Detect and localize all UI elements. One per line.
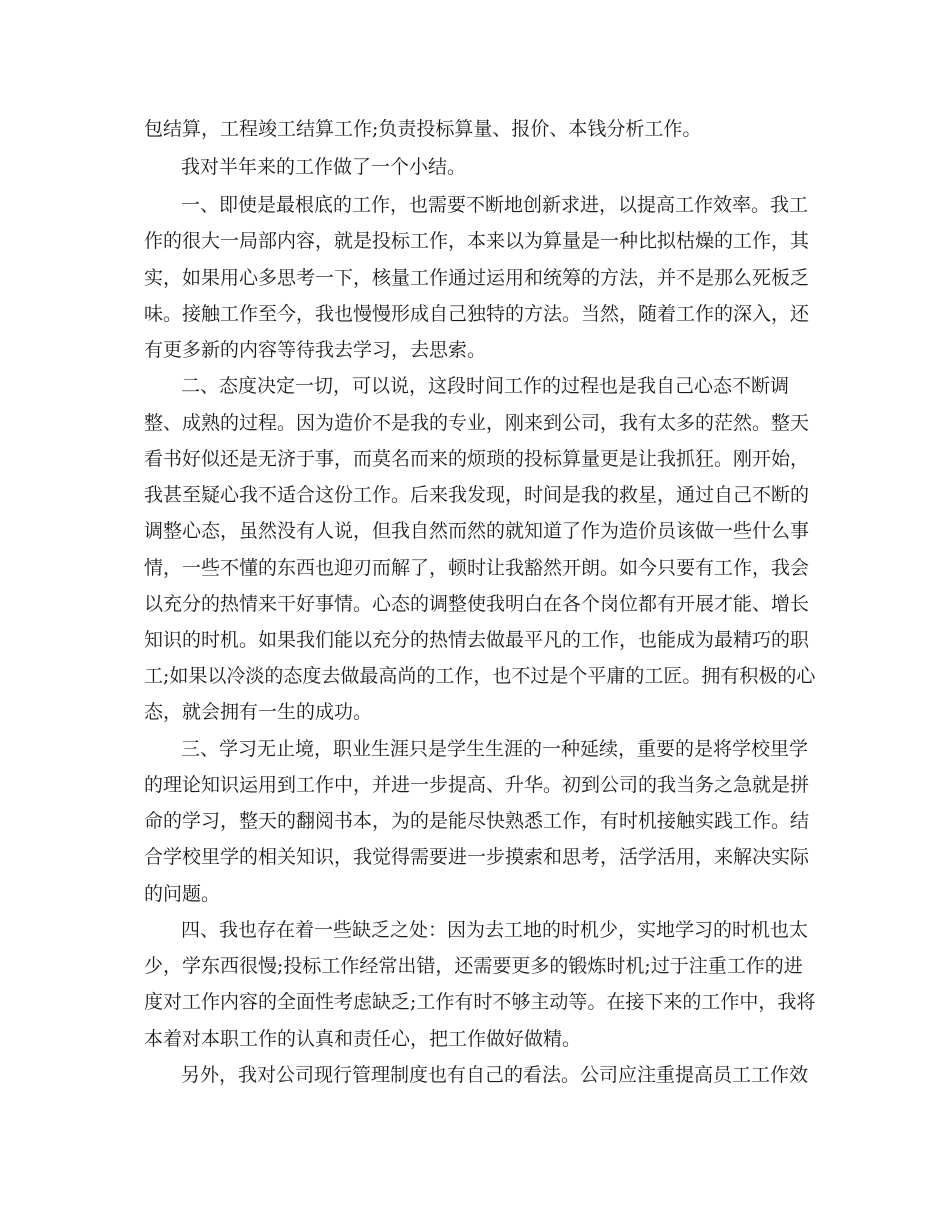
text-line: 四、我也存在着一些缺乏之处：因为去工地的时机少，实地学习的时机也太 [181,919,809,941]
text-line: 我甚至疑心我不适合这份工作。后来我发现，时间是我的救星，通过自己不断的 [144,484,810,506]
text-line: 本着对本职工作的认真和责任心，把工作做好做精。 [144,1028,582,1050]
text-line: 实，如果用心多思考一下，核量工作通过运用和统筹的方法，并不是那么死板乏 [144,267,810,289]
text-line: 的问题。 [144,883,221,905]
text-line: 另外，我对公司现行管理制度也有自己的看法。公司应注重提高员工工作效 [181,1064,809,1086]
text-line: 包结算，工程竣工结算工作;负责投标算量、报价、本钱分析工作。 [144,118,702,140]
text-line: 我对半年来的工作做了一个小结。 [181,156,467,178]
text-line: 合学校里学的相关知识，我觉得需要进一步摸索和思考，活学活用，来解决实际 [144,846,810,868]
text-line: 命的学习，整天的翻阅书本，为的是能尽快熟悉工作，有时机接触实践工作。结 [144,810,810,832]
text-line: 整、成熟的过程。因为造价不是我的专业，刚来到公司，我有太多的茫然。整天 [144,412,810,434]
text-line: 态，就会拥有一生的成功。 [144,701,373,723]
text-line: 知识的时机。如果我们能以充分的热情去做最平凡的工作，也能成为最精巧的职 [144,629,810,651]
text-line: 以充分的热情来干好事情。心态的调整使我明白在各个岗位都有开展才能、增长 [144,593,810,615]
text-line: 度对工作内容的全面性考虑缺乏;工作有时不够主动等。在接下来的工作中，我将 [144,991,816,1013]
text-line: 作的很大一局部内容，就是投标工作，本来以为算量是一种比拟枯燥的工作，其 [144,230,810,252]
text-line: 一、即使是最根底的工作，也需要不断地创新求进，以提高工作效率。我工 [181,194,809,216]
text-line: 三、学习无止境，职业生涯只是学生生涯的一种延续，重要的是将学校里学 [181,738,809,760]
text-line: 工;如果以冷淡的态度去做最高尚的工作，也不过是个平庸的工匠。拥有积极的心 [144,665,816,687]
text-line: 的理论知识运用到工作中，并进一步提高、升华。初到公司的我当务之急就是拼 [144,774,810,796]
text-line: 调整心态，虽然没有人说，但我自然而然的就知道了作为造价员该做一些什么事 [144,520,810,542]
text-line: 少，学东西很慢;投标工作经常出错，还需要更多的锻炼时机;过于注重工作的进 [144,955,803,977]
text-line: 情，一些不懂的东西也迎刃而解了，顿时让我豁然开朗。如今只要有工作，我会 [144,557,810,579]
text-line: 看书好似还是无济于事，而莫名而来的烦琐的投标算量更是让我抓狂。刚开始， [144,448,810,470]
text-line: 二、态度决定一切，可以说，这段时间工作的过程也是我自己心态不断调 [181,375,790,397]
text-line: 有更多新的内容等待我去学习，去思索。 [144,339,487,361]
text-line: 味。接触工作至今，我也慢慢形成自己独特的方法。当然，随着工作的深入，还 [144,303,810,325]
